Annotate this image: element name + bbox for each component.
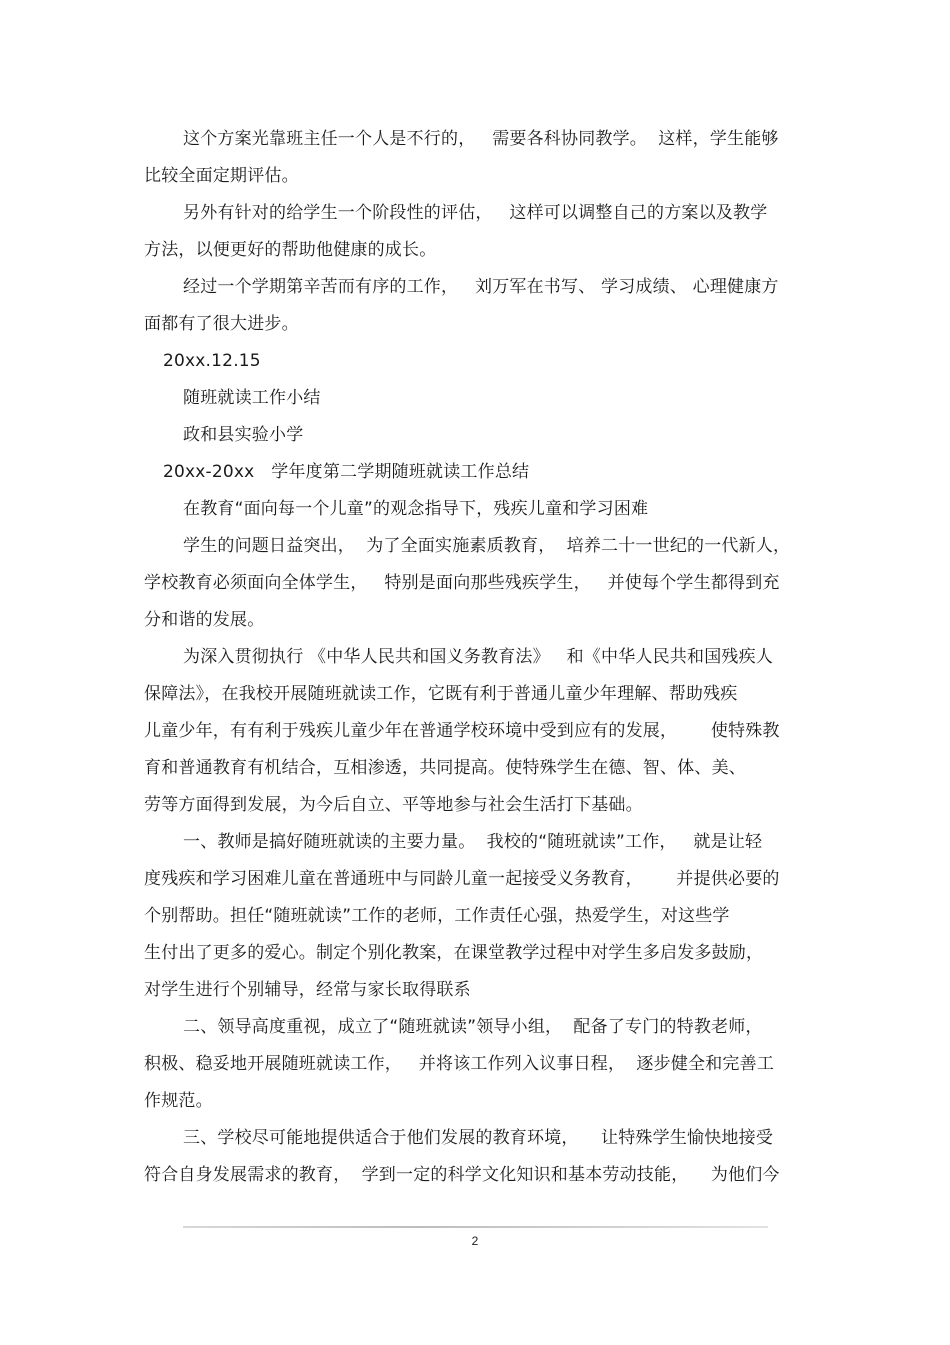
text-line: 20xx.12.15 [163, 351, 261, 371]
text-line: 分和谐的发展。 [144, 610, 265, 630]
text-line: 比较全面定期评估。 [144, 166, 299, 186]
text-line: 个别帮助。担任“随班就读”工作的老师，工作责任心强，热爱学生，对这些学 [144, 906, 730, 926]
text-line: 面都有了很大进步。 [144, 314, 299, 334]
text-line: 学校教育必须面向全体学生， 特别是面向那些残疾学生， 并使每个学生都得到充 [144, 573, 780, 593]
text-line: 这个方案光靠班主任一个人是不行的， 需要各科协同教学。 这样，学生能够 [183, 129, 779, 149]
text-line: 积极、稳妥地开展随班就读工作， 并将该工作列入议事日程， 逐步健全和完善工 [144, 1054, 775, 1074]
page-number: 2 [471, 1234, 479, 1248]
text-line: 学生的问题日益突出， 为了全面实施素质教育， 培养二十一世纪的一代新人， [183, 536, 791, 556]
footer-divider [183, 1226, 768, 1228]
text-line: 二、领导高度重视，成立了“随班就读”领导小组， 配备了专门的特教老师， [183, 1017, 763, 1037]
text-line: 生付出了更多的爱心。制定个别化教案，在课堂教学过程中对学生多启发多鼓励， [144, 943, 764, 963]
text-line: 儿童少年，有有利于残疾儿童少年在普通学校环境中受到应有的发展， 使特殊教 [144, 721, 780, 741]
text-line: 劳等方面得到发展，为今后自立、平等地参与社会生活打下基础。 [144, 795, 643, 815]
text-line: 随班就读工作小结 [183, 388, 321, 408]
text-line: 20xx-20xx 学年度第二学期随班就读工作总结 [163, 462, 530, 482]
text-line: 在教育“面向每一个儿童”的观念指导下，残疾儿童和学习困难 [183, 499, 649, 519]
text-line: 经过一个学期第辛苦而有序的工作， 刘万军在书写、 学习成绩、 心理健康方 [183, 277, 779, 297]
text-line: 另外有针对的给学生一个阶段性的评估， 这样可以调整自己的方案以及教学 [183, 203, 768, 223]
text-line: 育和普通教育有机结合，互相渗透，共同提高。使特殊学生在德、智、体、美、 [144, 758, 746, 778]
text-line: 对学生进行个别辅导，经常与家长取得联系 [144, 980, 471, 1000]
text-line: 度残疾和学习困难儿童在普通班中与同龄儿童一起接受义务教育， 并提供必要的 [144, 869, 780, 889]
text-line: 三、学校尽可能地提供适合于他们发展的教育环境， 让特殊学生愉快地接受 [183, 1128, 774, 1148]
text-line: 保障法》，在我校开展随班就读工作，它既有利于普通儿童少年理解、帮助残疾 [144, 684, 738, 704]
text-line: 符合自身发展需求的教育， 学到一定的科学文化知识和基本劳动技能， 为他们今 [144, 1165, 780, 1185]
text-line: 作规范。 [144, 1091, 213, 1111]
text-line: 为深入贯彻执行 《中华人民共和国义务教育法》 和《中华人民共和国残疾人 [183, 647, 774, 667]
text-line: 一、教师是搞好随班就读的主要力量。 我校的“随班就读”工作， 就是让轻 [183, 832, 763, 852]
text-line: 政和县实验小学 [183, 425, 304, 445]
text-line: 方法，以便更好的帮助他健康的成长。 [144, 240, 437, 260]
